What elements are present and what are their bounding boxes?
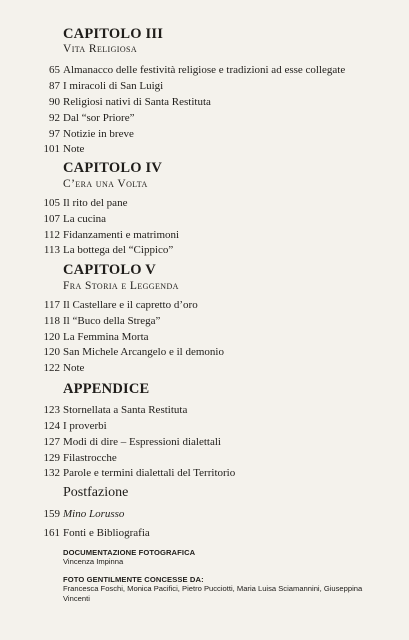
toc-entry (0, 526, 409, 540)
toc-entry (0, 403, 409, 417)
toc-entry-title: Note (63, 143, 85, 155)
toc-page-number: 65 (49, 64, 60, 76)
toc-entry (0, 466, 409, 480)
toc-entry-title: La bottega del “Cippico” (63, 244, 174, 256)
toc-entry (0, 212, 409, 226)
chapter-4-heading: CAPITOLO IV (63, 160, 163, 176)
postfazione-heading: Postfazione (63, 485, 129, 500)
toc-page-number: 159 (43, 508, 60, 520)
toc-entry (0, 314, 409, 328)
toc-entry-title: Notizie in breve (63, 128, 134, 140)
toc-entry (0, 435, 409, 449)
toc-entry-title: San Michele Arcangelo e il demonio (63, 346, 224, 358)
toc-entry (0, 63, 409, 77)
toc-entry-title: Il Castellare e il capretto d’oro (63, 299, 198, 311)
toc-page-number: 90 (49, 96, 60, 108)
toc-page-number: 107 (43, 213, 60, 225)
toc-entry-title: La Femmina Morta (63, 331, 149, 343)
toc-entry-title: Il rito del pane (63, 197, 128, 209)
toc-entry (0, 361, 409, 375)
toc-page-number: 132 (43, 467, 60, 479)
toc-entry (0, 298, 409, 312)
toc-entry (0, 111, 409, 125)
toc-entry (0, 228, 409, 242)
toc-entry (0, 419, 409, 433)
toc-page-number: 124 (43, 420, 60, 432)
granted-photos-title: FOTO GENTILMENTE CONCESSE DA: (63, 575, 204, 584)
toc-entry-title: Parole e termini dialettali del Territorio (63, 467, 236, 479)
toc-entry-title: Il “Buco della Strega” (63, 315, 161, 327)
toc-page-number: 120 (43, 331, 60, 343)
toc-entry (0, 79, 409, 93)
toc-entry-title: Stornellata a Santa Restituta (63, 404, 188, 416)
toc-entry-title: Fidanzamenti e matrimoni (63, 229, 180, 241)
toc-entry (0, 127, 409, 141)
toc-page-number: 117 (43, 299, 60, 311)
toc-entry (0, 345, 409, 359)
toc-page-number: 122 (43, 362, 60, 374)
toc-entry-title: Fonti e Bibliografia (63, 527, 150, 539)
toc-entry-title: Dal “sor Priore” (63, 112, 135, 124)
toc-page-number: 92 (49, 112, 60, 124)
toc-page-number: 113 (43, 244, 60, 256)
toc-page-number: 123 (43, 404, 60, 416)
toc-entry (0, 196, 409, 210)
toc-page-number: 129 (43, 452, 60, 464)
chapter-4-subtitle: C’era una Volta (63, 178, 148, 190)
toc-page-number: 120 (43, 346, 60, 358)
photo-credits-title: DOCUMENTAZIONE FOTOGRAFICA (63, 548, 196, 557)
toc-entry-title: Filastrocche (63, 452, 117, 464)
toc-entry-title: La cucina (63, 213, 107, 225)
toc-entry (0, 330, 409, 344)
photo-credits-name: Vincenza Impinna (63, 557, 124, 566)
granted-photos-names: Francesca Foschi, Monica Pacifici, Pietro Pucciotti, Maria Luisa Sciamannini, Giuseppina Vincenti (63, 584, 363, 603)
toc-page-number: 105 (43, 197, 60, 209)
toc-entry-title: Mino Lorusso (63, 508, 125, 520)
toc-page-number: 87 (49, 80, 60, 92)
toc-entry (0, 142, 409, 156)
toc-page-number: 101 (43, 143, 60, 155)
chapter-3-subtitle: Vita Religiosa (63, 43, 138, 55)
toc-page-number: 127 (43, 436, 60, 448)
chapter-5-subtitle: Fra Storia e Leggenda (63, 280, 179, 292)
toc-entry-title: Modi di dire – Espressioni dialettali (63, 436, 221, 448)
toc-entry (0, 95, 409, 109)
toc-entry-title: I miracoli di San Luigi (63, 80, 164, 92)
toc-entry (0, 451, 409, 465)
appendix-heading: APPENDICE (63, 381, 150, 397)
toc-page-number: 97 (49, 128, 60, 140)
toc-entry-title: Note (63, 362, 85, 374)
chapter-5-heading: CAPITOLO V (63, 262, 156, 278)
toc-entry-title: Religiosi nativi di Santa Restituta (63, 96, 211, 108)
chapter-3-heading: CAPITOLO III (63, 26, 164, 42)
toc-entry (0, 243, 409, 257)
toc-page-number: 118 (43, 315, 60, 327)
toc-entry-title: Almanacco delle festività religiose e tradizioni ad esse collegate (63, 64, 346, 76)
toc-page-number: 112 (43, 229, 60, 241)
toc-entry-title: I proverbi (63, 420, 107, 432)
toc-entry (0, 507, 409, 521)
toc-page-number: 161 (43, 527, 60, 539)
